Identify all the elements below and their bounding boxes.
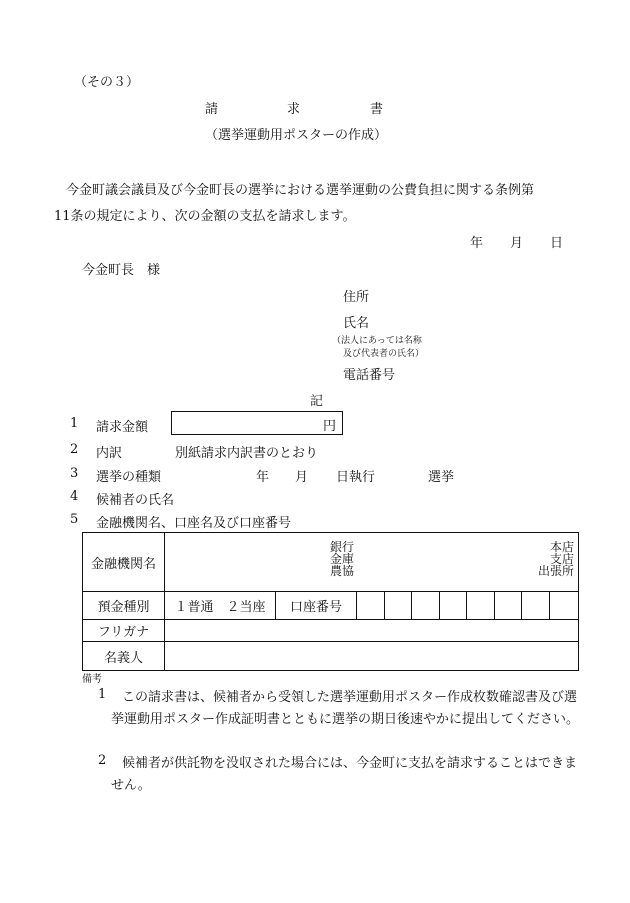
ki-heading: 記 (310, 394, 324, 409)
inst-type-bank: 銀行 (330, 540, 355, 554)
account-number-label: 口座番号 (276, 592, 357, 620)
item-1-number: 1 (70, 416, 79, 431)
item-2-number: 2 (70, 442, 79, 457)
title-char-1: 請 (205, 102, 219, 117)
name-label: 氏名 (343, 316, 370, 331)
date-year: 年 (470, 236, 484, 251)
name-note-2: 及び代表者の氏名） (343, 349, 425, 359)
furigana-label: フリガナ (83, 620, 165, 642)
note-2-text: 候補者が供託物を没収された場合には、今金町に支払を請求することはできません。 (111, 756, 578, 793)
item-5-label: 金融機関名、口座名及び口座番号 (96, 516, 292, 531)
institution-type-stack (330, 541, 354, 577)
item-2-value: 別紙請求内訳書のとおり (175, 446, 319, 461)
date-month: 月 (510, 236, 524, 251)
claim-amount-field[interactable] (171, 411, 343, 435)
account-holder-label: 名義人 (83, 642, 165, 671)
account-digit-1[interactable] (357, 592, 385, 620)
item-3-election: 選挙 (428, 470, 455, 485)
branch-type-main: 本店 (550, 540, 575, 554)
address-label: 住所 (343, 290, 370, 305)
addressee: 今金町長 様 (82, 263, 161, 278)
account-digit-7[interactable] (522, 592, 550, 620)
bank-info-table (82, 532, 579, 671)
item-3-number: 3 (70, 466, 79, 481)
item-4-label: 候補者の氏名 (96, 493, 175, 508)
account-digit-8[interactable] (550, 592, 579, 620)
item-3-day: 日執行 (336, 470, 376, 485)
note-1-number: 1 (98, 687, 107, 702)
institution-field[interactable] (165, 533, 579, 592)
deposit-type-options[interactable]: １普通 ２当座 (165, 592, 276, 620)
deposit-type-label: 預金種別 (83, 592, 165, 620)
account-digit-3[interactable] (412, 592, 440, 620)
branch-type-sub: 出張所 (538, 564, 575, 578)
account-digit-2[interactable] (385, 592, 412, 620)
branch-type-branch: 支店 (550, 552, 575, 566)
body-line-2: 11条の規定により、次の金額の支払を請求します。 (54, 209, 356, 224)
item-2-label: 内訳 (96, 446, 123, 461)
item-1-label: 請求金額 (96, 420, 149, 435)
account-digit-4[interactable] (440, 592, 467, 620)
item-3-year: 年 (256, 470, 270, 485)
note-1-text: この請求書は、候補者から受領した選挙運動用ポスター作成枚数確認書及び選挙運動用ポスター作成証明書とともに選挙の期日後速やかに提出してください。 (111, 690, 580, 727)
item-3-month: 月 (295, 470, 309, 485)
inst-type-nokyo: 農協 (330, 564, 355, 578)
institution-label: 金融機関名 (83, 533, 165, 592)
title-char-2: 求 (287, 102, 301, 117)
item-5-number: 5 (70, 512, 79, 527)
phone-label: 電話番号 (343, 368, 396, 383)
account-digit-6[interactable] (495, 592, 522, 620)
note-2-number: 2 (98, 753, 107, 768)
notes-heading: 備考 (82, 674, 102, 685)
name-note-1: （法人にあっては名称 (332, 336, 422, 346)
branch-type-stack (538, 541, 574, 577)
item-4-number: 4 (70, 489, 79, 504)
account-holder-field[interactable] (165, 642, 579, 671)
title-char-3: 書 (370, 102, 384, 117)
item-3-label: 選挙の種類 (96, 470, 162, 485)
body-line-1: 今金町議会議員及び今金町長の選挙における選挙運動の公費負担に関する条例第 (66, 183, 535, 198)
yen-unit: 円 (322, 419, 336, 434)
account-digit-5[interactable] (467, 592, 495, 620)
subtitle: （選挙運動用ポスターの作成） (205, 128, 388, 143)
inst-type-shinkin: 金庫 (330, 552, 355, 566)
form-number: （その３） (74, 75, 140, 90)
furigana-field[interactable] (165, 620, 579, 642)
date-day: 日 (550, 236, 564, 251)
